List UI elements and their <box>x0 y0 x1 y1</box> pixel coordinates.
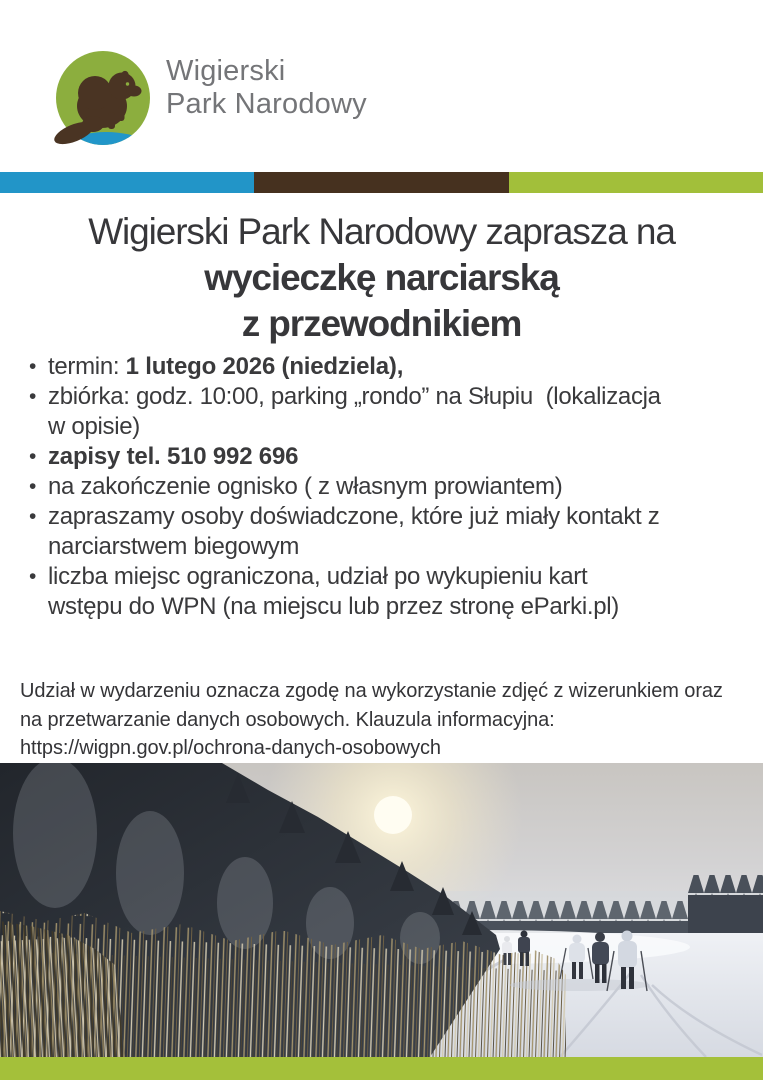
list-item-termin <box>28 352 749 382</box>
poster-title <box>0 209 763 347</box>
divider-green-segment <box>509 172 763 193</box>
disclaimer-line-1: Udział w wydarzeniu oznacza zgodę na wykorzystanie zdjęć z wizerunkiem oraz <box>20 680 723 702</box>
text: liczba miejsc ograniczona, udział po wykupieniu kart <box>48 563 588 590</box>
title-line-3: z przewodnikiem <box>241 303 522 344</box>
beaver-eye <box>126 82 129 85</box>
text: termin: <box>48 353 126 380</box>
park-logo <box>48 44 158 156</box>
list-item-doswiadczenie <box>28 502 749 562</box>
sun <box>374 796 412 834</box>
disclaimer-line-2: na przetwarzanie danych osobowych. Klauzula informacyjna: <box>20 708 555 731</box>
divider-brown-segment <box>254 172 508 193</box>
divider-blue-segment <box>0 172 254 193</box>
list-item-zapisy <box>28 442 749 472</box>
title-line-2: wycieczkę narciarską <box>204 257 559 298</box>
text: na zakończenie ognisko ( z własnym prowiantem) <box>48 473 563 500</box>
privacy-disclaimer <box>20 677 751 763</box>
disclaimer-url: https://wigpn.gov.pl/ochrona-danych-osobowych <box>20 737 441 759</box>
text: narciarstwem biegowym <box>48 533 300 560</box>
event-details-list <box>28 352 749 622</box>
text-bold: 1 lutego 2026 (niedziela), <box>125 353 404 380</box>
green-footer-bar <box>0 1057 763 1080</box>
park-wordmark <box>166 55 367 121</box>
tricolor-divider <box>0 172 763 193</box>
text: wstępu do WPN (na miejscu lub przez stronę eParki.pl) <box>48 593 619 620</box>
list-item-zbiorka <box>28 382 749 442</box>
list-item-miejsca <box>28 562 749 622</box>
text: zapraszamy osoby doświadczone, które już miały kontakt z <box>48 503 660 530</box>
park-wordmark-line1: Wigierski <box>166 55 286 87</box>
list-item-ognisko <box>28 472 749 502</box>
text: zbiórka: godz. 10:00, parking „rondo” na Słupiu (lokalizacja <box>48 383 661 410</box>
winter-lake-photo <box>0 763 763 1057</box>
park-wordmark-line2: Park Narodowy <box>166 88 367 120</box>
title-line-1: Wigierski Park Narodowy zaprasza na <box>88 211 675 252</box>
corner-trees-base <box>688 895 763 939</box>
text: w opisie) <box>48 413 140 440</box>
text-bold: zapisy tel. 510 992 696 <box>48 443 299 470</box>
